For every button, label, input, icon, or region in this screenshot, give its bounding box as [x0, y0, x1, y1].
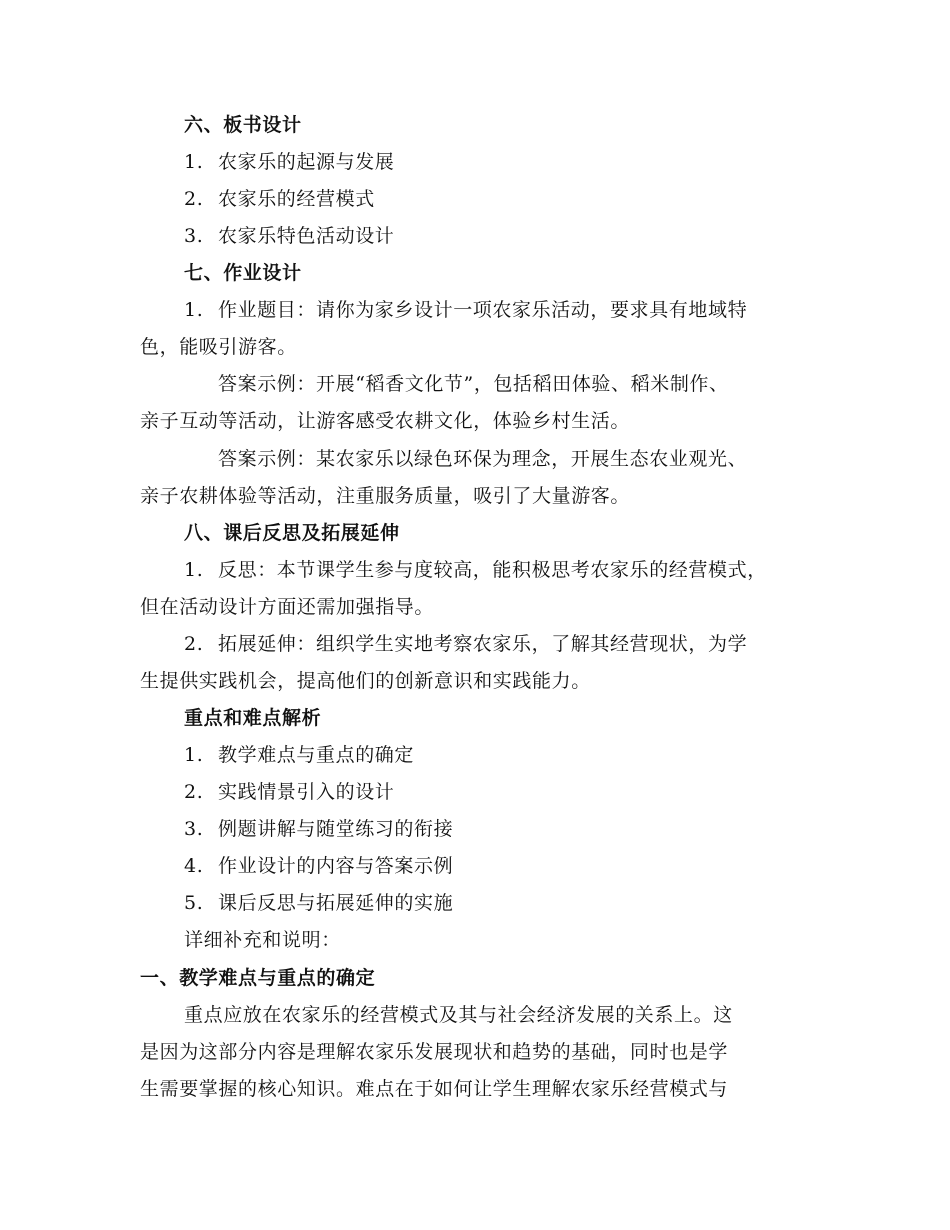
- list-item-text: 课后反思与拓展延伸的实施: [218, 892, 454, 914]
- answer-example-1-line-2: 亲子互动等活动，让游客感受农耕文化，体验乡村生活。: [140, 410, 631, 432]
- list-item-number: 2.: [184, 633, 204, 655]
- list-item: [184, 885, 854, 922]
- list-item-number: 1.: [184, 744, 204, 766]
- reflection-line-1: [184, 552, 854, 589]
- list-item-number: 3.: [184, 818, 204, 840]
- list-item-number: 3.: [184, 225, 204, 247]
- answer-example-1-line-1: 答案示例：开展“稻香文化节”，包括稻田体验、稻米制作、: [218, 373, 729, 395]
- paragraph-text: 反思：本节课学生参与度较高，能积极思考农家乐的经营模式，: [218, 559, 767, 581]
- list-item-number: 1.: [184, 559, 204, 581]
- list-item: [184, 181, 854, 218]
- homework-question-line-2: 色，能吸引游客。: [140, 336, 297, 358]
- detail-label: 详细补充和说明：: [184, 929, 341, 951]
- section-heading-board-design: 六、板书设计: [184, 114, 302, 136]
- list-item: [184, 848, 854, 885]
- list-item-number: 1.: [184, 299, 204, 321]
- list-item-text: 农家乐特色活动设计: [218, 225, 395, 247]
- section-heading-analysis: 重点和难点解析: [184, 707, 322, 729]
- list-item-number: 2.: [184, 188, 204, 210]
- paragraph-text: 作业题目：请你为家乡设计一项农家乐活动，要求具有地域特: [218, 299, 748, 321]
- paragraph-line-2: 是因为这部分内容是理解农家乐发展现状和趋势的基础，同时也是学: [140, 1041, 729, 1063]
- list-item-number: 1.: [184, 151, 204, 173]
- list-item-text: 农家乐的经营模式: [218, 188, 375, 210]
- list-item-text: 作业设计的内容与答案示例: [218, 855, 454, 877]
- list-item: [184, 811, 854, 848]
- section-heading-homework: 七、作业设计: [184, 262, 302, 284]
- list-item-text: 教学难点与重点的确定: [218, 744, 415, 766]
- section-heading-key-points: 一、教学难点与重点的确定: [140, 967, 376, 989]
- section-heading-reflection: 八、课后反思及拓展延伸: [184, 522, 400, 544]
- list-item: [184, 737, 854, 774]
- answer-example-2-line-1: 答案示例：某农家乐以绿色环保为理念，开展生态农业观光、: [218, 448, 748, 470]
- homework-question-line-1: [184, 292, 854, 329]
- list-item-text: 实践情景引入的设计: [218, 781, 395, 803]
- list-item-number: 4.: [184, 855, 204, 877]
- paragraph-line-1: 重点应放在农家乐的经营模式及其与社会经济发展的关系上。这: [184, 1004, 733, 1026]
- list-item-number: 2.: [184, 781, 204, 803]
- paragraph-line-3: 生需要掌握的核心知识。难点在于如何让学生理解农家乐经营模式与: [140, 1078, 729, 1100]
- list-item: [184, 218, 854, 255]
- answer-example-2-line-2: 亲子农耕体验等活动，注重服务质量，吸引了大量游客。: [140, 485, 631, 507]
- reflection-line-2: 但在活动设计方面还需加强指导。: [140, 596, 435, 618]
- list-item-text: 例题讲解与随堂练习的衔接: [218, 818, 454, 840]
- list-item: [184, 144, 854, 181]
- list-item-text: 农家乐的起源与发展: [218, 151, 395, 173]
- paragraph-text: 拓展延伸：组织学生实地考察农家乐，了解其经营现状，为学: [218, 633, 748, 655]
- list-item-number: 5.: [184, 892, 204, 914]
- extension-line-2: 生提供实践机会，提高他们的创新意识和实践能力。: [140, 670, 591, 692]
- extension-line-1: [184, 626, 854, 663]
- list-item: [184, 774, 854, 811]
